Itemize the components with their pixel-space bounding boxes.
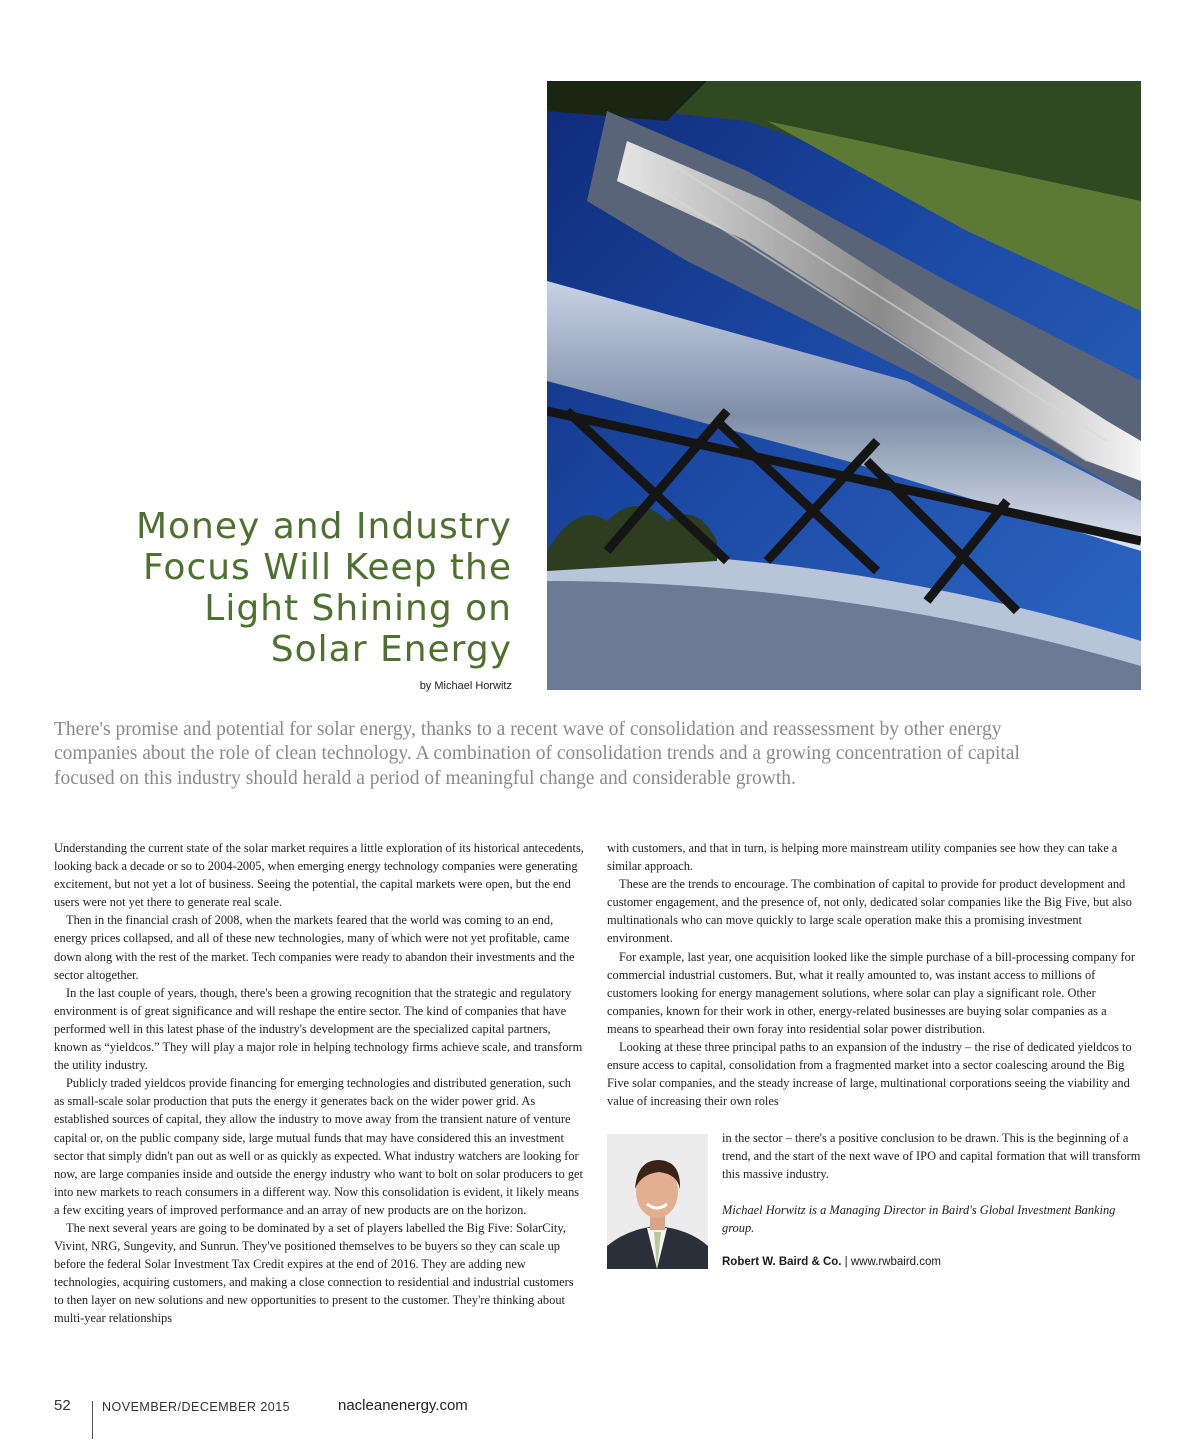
solar-mirrors-photo (547, 81, 1141, 690)
article-headline (40, 506, 512, 670)
headline-line: Focus Will Keep the (143, 547, 512, 588)
headline-line: Light Shining on (204, 588, 512, 629)
company-separator: | (841, 1256, 851, 1268)
article-lead: There's promise and potential for solar energy, thanks to a recent wave of consolidation and reassessment by other energy companies about the role of clean technology. A combination of consolidation trends and a growing concentration of capital focused on this industry should herald a period of meaningful change and considerable growth. (54, 719, 1020, 789)
body-paragraph: The next several years are going to be dominated by a set of players labelled the Big Five: SolarCity, Vivint, NRG, Sungevity, and Sunrun. They've positioned themselves to be buyers so they can scale up before the federal Solar Investment Tax Credit expires at the end of 2016. They are adding new technologies, acquiring customers, and making a close connection to residential and industrial customers to then layer on new solutions and new opportunities to present to the customer. They're thinking about multi-year relationships (54, 1220, 574, 1326)
body-column-left (54, 839, 584, 1328)
author-portrait (607, 1134, 708, 1269)
company-credit (722, 1256, 941, 1268)
body-paragraph: with customers, and that in turn, is helping more mainstream utility companies see how they can take a similar approach. (607, 841, 1118, 874)
body-paragraph: Publicly traded yieldcos provide financing for emerging technologies and distributed generation, such as small-scale solar production that puts the energy it generates back on the wider power grid. As established sources of capital, they allow the industry to move away from the transient nature of venture capital or, on the public company side, large mutual funds that may have considered this an investment sector that simply didn't pan out as well or as quickly as expected. What industry watchers are looking for now, are large companies inside and outside the energy industry who want to bolt on solar producers to get into new markets to reach consumers in a different way. Now this consolidation is evident, it likely means a few exciting years of improved performance and an array of new products are on the horizon. (54, 1076, 584, 1217)
body-paragraph: These are the trends to encourage. The combination of capital to provide for product development and customer engagement, and the presence of, not only, dedicated solar companies like the Big Five, but also multinationals who can move quickly to large scale operation make this a promising investment environment. (607, 877, 1132, 946)
headline-line: Solar Energy (270, 629, 512, 670)
author-bio: Michael Horwitz is a Managing Director in Baird's Global Investment Banking group. (722, 1203, 1116, 1236)
body-column-right-continuation (722, 1129, 1141, 1237)
footer-divider (92, 1401, 93, 1439)
company-name: Robert W. Baird & Co. (722, 1256, 842, 1268)
body-paragraph: Looking at these three principal paths to an expansion of the industry – the rise of dedicated yieldcos to ensure access to capital, consolidation from a fragmented market into a sector coalescing around the Big Five solar companies, and the steady increase of large, multinational corporations seeing the viability and value of increasing their own roles (607, 1040, 1132, 1109)
body-paragraph: Understanding the current state of the solar market requires a little exploration of its historical antecedents, looking back a decade or so to 2004-2005, when emerging energy technology companies were generating excitement, but not yet a lot of business. Seeing the potential, the capital markets were open, but the end users were not yet there to generate real scale. (54, 841, 584, 910)
page-number: 52 (54, 1397, 71, 1414)
company-url[interactable]: www.rwbaird.com (850, 1256, 941, 1268)
issue-date: NOVEMBER/DECEMBER 2015 (102, 1400, 291, 1414)
headline-line: Money and Industry (135, 506, 512, 547)
body-paragraph: For example, last year, one acquisition looked like the simple purchase of a bill-processing company for commercial industrial customers. But, what it really amounted to, was instant access to millions of customers looking for energy management solutions, where solar can play a significant role. Other companies, known for their work in other, energy-related businesses are buying solar companies as a means to spearhead their own foray into residential solar power distribution. (607, 949, 1135, 1036)
article-byline: by Michael Horwitz (419, 680, 512, 692)
body-column-right (607, 839, 1141, 1110)
body-paragraph: Then in the financial crash of 2008, when the markets feared that the world was coming to an end, energy prices collapsed, and all of these new technologies, many of which were not yet profitable, came down along with the rest of the market. Tech companies were ready to abandon their investments and the sector altogether. (54, 913, 575, 982)
site-url[interactable]: nacleanenergy.com (338, 1397, 468, 1414)
body-paragraph: in the sector – there's a positive conclusion to be drawn. This is the beginning of a trend, and the start of the next wave of IPO and capital formation that will transform this massive industry. (722, 1131, 1141, 1182)
body-paragraph: In the last couple of years, though, there's been a growing recognition that the strategic and regulatory environment is of great significance and will reshape the entire sector. The kind of companies that have performed well in this latest phase of the industry's development are the specialized capital partners, known as “yieldcos.” They will play a major role in helping technology firms achieve scale, and transform the utility industry. (54, 985, 583, 1073)
